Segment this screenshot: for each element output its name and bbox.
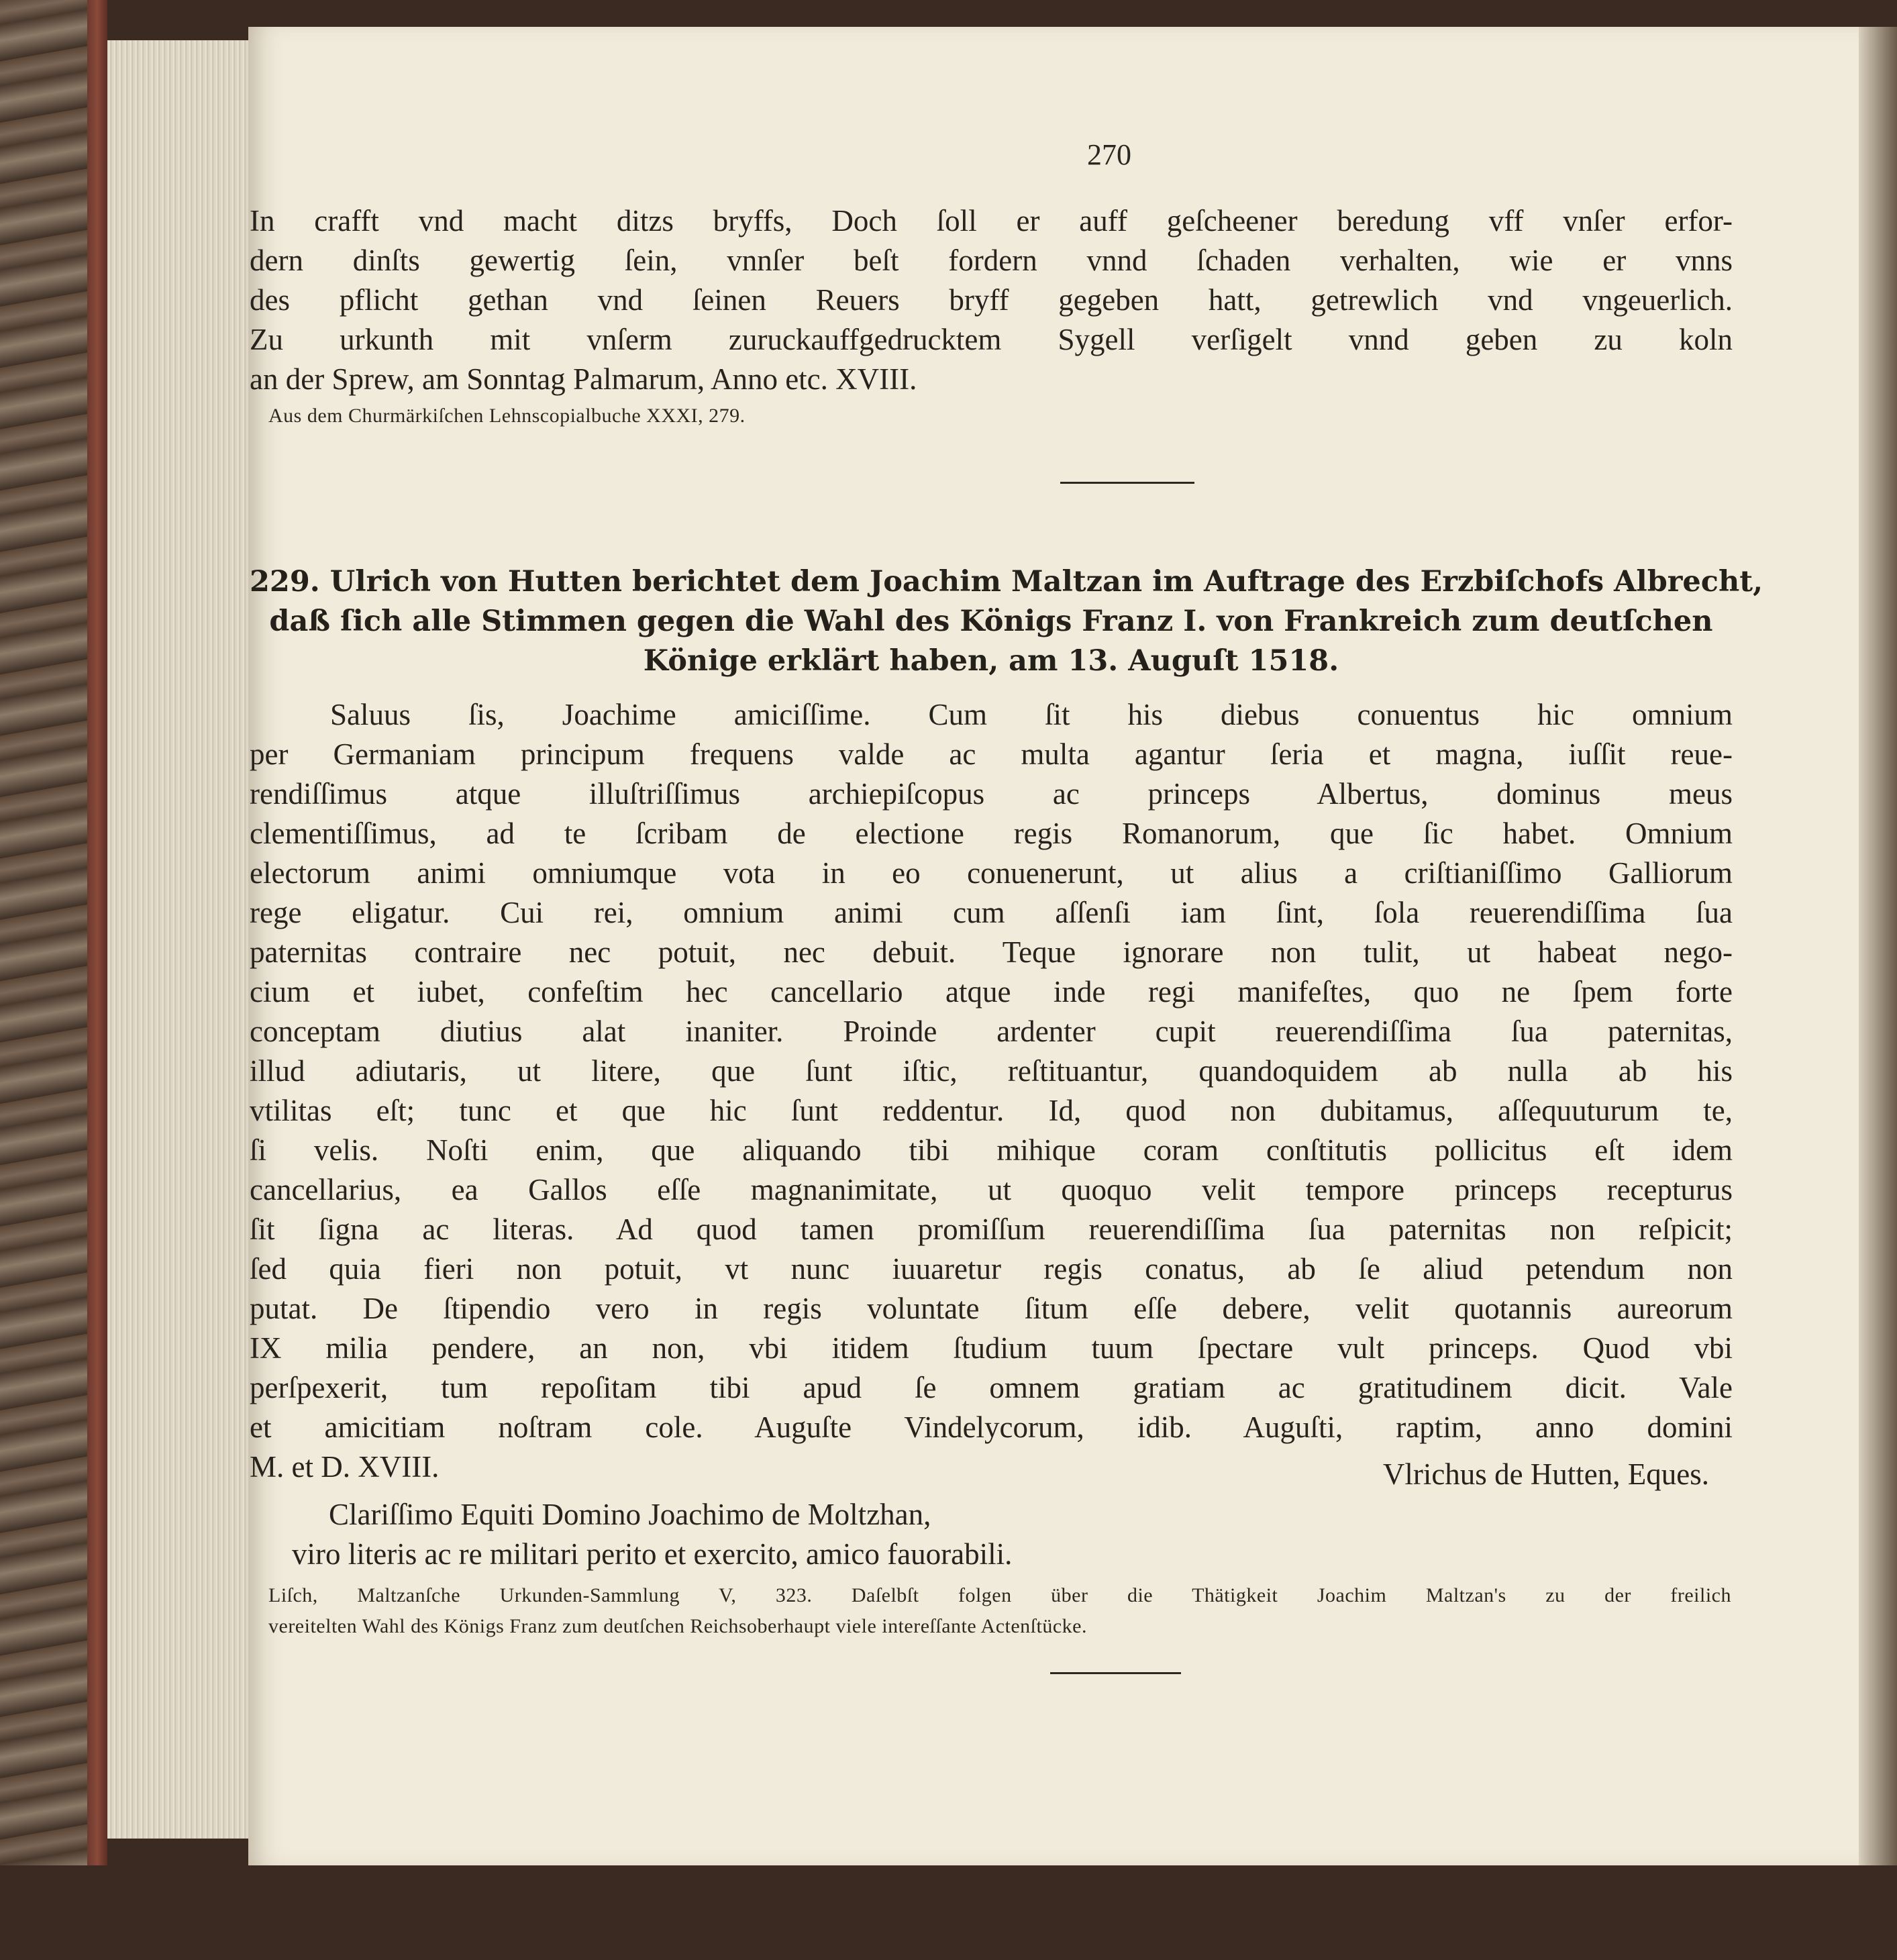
text-line: rendiſſimus atque illuſtriſſimus archiepiſcopus ac princeps Albertus, dominus meus [250,777,1733,811]
text-line: IX milia pendere, an non, vbi itidem ſtudium tuum ſpectare vult princeps. Quod vbi [250,1331,1733,1365]
text-line: cium et iubet, confeſtim hec cancellario atque inde regi manifeſtes, quo ne ſpem forte [250,975,1733,1009]
text-line: clementiſſimus, ad te ſcribam de electione regis Romanorum, que ſic habet. Omnium [250,817,1733,850]
text-line: dern dinſts gewertig ſein, vnnſer beſt fordern vnnd ſchaden verhalten, wie er vnns [250,244,1733,277]
text-line: conceptam diutius alat inaniter. Proinde ardenter cupit reuerendiſſima ſua paternitas, [250,1015,1733,1048]
page-number: 270 [1087,138,1131,171]
document-heading [250,562,1763,681]
footnote-line: vereitelten Wahl des Königs Franz zum deutſchen Reichsoberhaupt viele intereſſante Actenſtücke. [268,1615,1087,1637]
text-line: putat. De ſtipendio vero in regis voluntate ſitum eſſe debere, velit quotannis aureorum [250,1292,1733,1325]
page-block-edge [107,40,255,1839]
text-line: electorum animi omniumque vota in eo conuenerunt, ut alius a criſtianiſſimo Galliorum [250,856,1733,890]
text-line: ſi velis. Noſti enim, que aliquando tibi mihique coram conſtitutis pollicitus eſt idem [250,1133,1733,1167]
text-line: rege eligatur. Cui rei, omnium animi cum aſſenſi iam ſint, ſola reuerendiſſima ſua [250,896,1733,929]
text-line: per Germaniam principum frequens valde ac multa agantur ſeria et magna, iuſſit reue- [250,737,1733,771]
page-right-edge [1859,27,1897,1865]
heading-line: daß ſich alle Stimmen gegen die Wahl des Königs Franz I. von Frankreich zum deutſchen [269,605,1713,638]
book-cover-edge [0,0,107,1960]
section-divider [1060,482,1194,484]
text-line: ſed quia fieri non potuit, vt nunc iuuaretur regis conatus, ab ſe aliud petendum non [250,1252,1733,1286]
text-line: paternitas contraire nec potuit, nec debuit. Teque ignorare non tulit, ut habeat nego- [250,935,1733,969]
text-line: ſit ſigna ac literas. Ad quod tamen promiſſum reuerendiſſima ſua paternitas non reſpicit; [250,1213,1733,1246]
text-line: cancellarius, ea Gallos eſſe magnanimitate, ut quoquo velit tempore princeps recepturus [250,1173,1733,1206]
source-note: Aus dem Churmärkiſchen Lehnscopialbuche XXXI, 279. [268,405,746,427]
text-line: an der Sprew, am Sonntag Palmarum, Anno etc. XVIII. [250,362,917,396]
text-line: M. et D. XVIII. [250,1450,440,1484]
heading-line: Könige erklärt haben, am 13. Auguſt 1518. [643,644,1339,678]
text-line: Saluus ſis, Joachime amiciſſime. Cum ſit his diebus conuentus hic omnium [330,698,1733,731]
continuation-paragraph [250,201,1733,399]
footnote [268,1576,1731,1637]
text-line: vtilitas eſt; tunc et que hic ſunt reddentur. Id, quod non dubitamus, aſſequuturum te, [250,1094,1733,1127]
text-line: In crafft vnd macht ditzs bryffs, Doch ſoll er auff geſcheener beredung vff vnſer erfor- [250,204,1733,238]
text-line: illud adiutaris, ut litere, que ſunt iſtic, reſtituantur, quandoquidem ab nulla ab his [250,1054,1733,1088]
background-bottom [0,1865,1897,1960]
letter-signature: Vlrichus de Hutten, Eques. [1382,1457,1709,1491]
text-line: perſpexerit, tum repoſitam tibi apud ſe omnem gratiam ac gratitudinem dicit. Vale [250,1371,1733,1404]
closing-divider [1050,1672,1181,1674]
heading-line: 229. Ulrich von Hutten berichtet dem Joachim Maltzan im Auftrage des Erzbiſchofs Albrecht, [250,565,1763,599]
letter-body [250,695,1733,1487]
address-line: Clariſſimo Equiti Domino Joachimo de Moltzhan, [329,1498,931,1531]
text-line: des pflicht gethan vnd ſeinen Reuers bryff gegeben hatt, getrewlich vnd vngeuerlich. [250,283,1733,317]
text-line: et amicitiam noſtram cole. Auguſte Vindelycorum, idib. Auguſti, raptim, anno domini [250,1410,1733,1444]
address-line: viro literis ac re militari perito et exercito, amico fauorabili. [292,1537,1013,1571]
footnote-line: Liſch, Maltzanſche Urkunden-Sammlung V, 323. Daſelbſt folgen über die Thätigkeit Joachim Maltzan's zu der freilich [268,1584,1731,1606]
text-line: Zu urkunth mit vnſerm zuruckauffgedrucktem Sygell verſigelt vnnd geben zu koln [250,323,1733,356]
